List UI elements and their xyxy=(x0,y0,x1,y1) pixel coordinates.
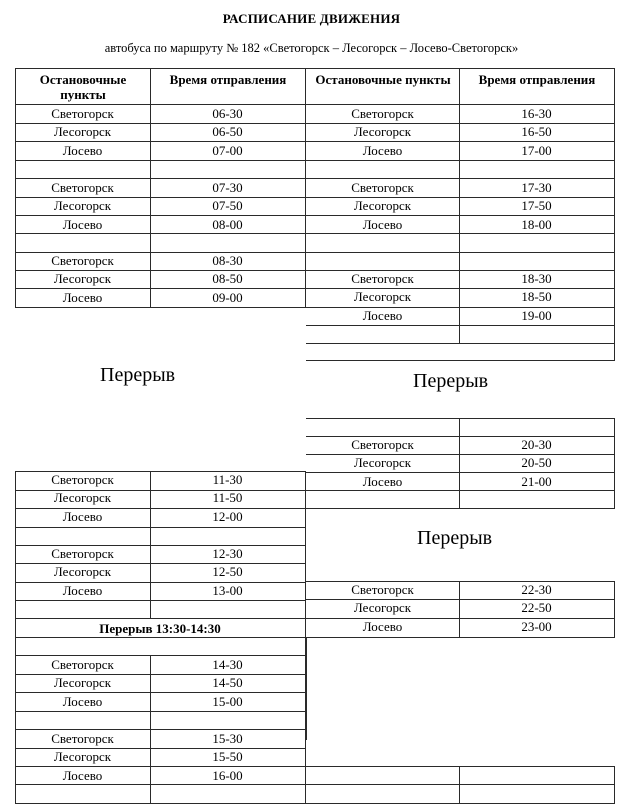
right-time-cell: 23-00 xyxy=(521,618,552,634)
right-stop-cell: Лосево xyxy=(362,142,403,158)
left-stop-cell: Лесогорск xyxy=(53,198,112,214)
column-rule xyxy=(614,418,615,508)
row-rule xyxy=(15,68,306,69)
row-rule xyxy=(306,160,615,161)
left-stop-cell: Светогорск xyxy=(51,472,114,487)
right-time-cell: 17-30 xyxy=(521,180,552,195)
row-rule xyxy=(15,618,306,619)
left-stop-cell: Светогорск xyxy=(51,546,114,561)
right-stop-cell: Лосево xyxy=(362,307,403,323)
row-rule xyxy=(306,68,615,69)
row-rule xyxy=(306,325,615,326)
left-header-stop: Остановочные пункты xyxy=(39,72,127,102)
row-rule xyxy=(306,766,615,767)
right-time-cell: 20-30 xyxy=(521,437,552,452)
left-stop-cell: Лосево xyxy=(62,508,103,524)
right-stop-cell: Лосево xyxy=(362,216,403,232)
left-time-cell: 15-00 xyxy=(212,693,243,709)
left-time-cell: 06-30 xyxy=(212,106,243,121)
row-rule xyxy=(306,343,615,344)
row-rule xyxy=(15,307,306,308)
right-stop-cell: Лесогорск xyxy=(353,455,412,471)
right-break-label-2: Перерыв xyxy=(417,527,493,549)
left-stop-cell: Светогорск xyxy=(51,180,114,195)
column-rule xyxy=(306,637,307,740)
right-stop-cell: Лесогорск xyxy=(353,289,412,305)
right-time-cell: 17-50 xyxy=(521,198,552,214)
left-time-cell: 12-00 xyxy=(212,508,243,524)
row-rule xyxy=(15,803,306,804)
right-stop-cell: Светогорск xyxy=(351,582,414,597)
right-time-cell: 22-30 xyxy=(521,582,552,597)
left-stop-cell: Лосево xyxy=(62,582,103,598)
right-stop-cell: Лесогорск xyxy=(353,600,412,616)
left-time-cell: 08-30 xyxy=(212,253,243,268)
left-time-cell: 12-50 xyxy=(212,564,243,580)
left-stop-cell: Лесогорск xyxy=(53,490,112,506)
column-rule xyxy=(459,766,460,803)
right-time-cell: 16-50 xyxy=(521,124,552,140)
left-stop-cell: Лосево xyxy=(62,693,103,709)
left-stop-cell: Лосево xyxy=(62,289,103,305)
right-time-cell: 20-50 xyxy=(521,455,552,471)
row-rule xyxy=(15,527,306,528)
left-break-label: Перерыв xyxy=(100,364,176,386)
left-stop-cell: Светогорск xyxy=(51,106,114,121)
right-time-cell: 18-50 xyxy=(521,289,552,305)
left-time-cell: 06-50 xyxy=(212,124,243,140)
right-stop-cell: Светогорск xyxy=(351,106,414,121)
left-header-time: Время отправления xyxy=(169,72,287,87)
column-rule xyxy=(614,68,615,360)
right-time-cell: 22-50 xyxy=(521,600,552,616)
right-time-cell: 17-00 xyxy=(521,142,552,158)
right-stop-cell: Светогорск xyxy=(351,437,414,452)
left-stop-cell: Светогорск xyxy=(51,253,114,268)
left-stop-cell: Лосево xyxy=(62,767,103,783)
right-time-cell: 18-30 xyxy=(521,271,552,286)
right-stop-cell: Лосево xyxy=(362,618,403,634)
left-stop-cell: Лесогорск xyxy=(53,564,112,580)
row-rule xyxy=(306,360,615,361)
row-rule xyxy=(306,252,615,253)
left-time-cell: 13-00 xyxy=(212,582,243,598)
row-rule xyxy=(15,600,306,601)
left-time-cell: 15-50 xyxy=(212,749,243,765)
right-stop-cell: Светогорск xyxy=(351,271,414,286)
left-time-cell: 07-00 xyxy=(212,142,243,158)
left-time-cell: 15-30 xyxy=(212,731,243,746)
right-header-stop: Остановочные пункты xyxy=(315,72,451,87)
left-time-cell: 14-50 xyxy=(212,675,243,691)
left-stop-cell: Лосево xyxy=(62,142,103,158)
right-stop-cell: Лосево xyxy=(362,473,403,489)
route-subtitle: автобуса по маршруту № 182 «Светогорск – Лесогорск – Лосево-Светогорск» xyxy=(104,41,519,55)
right-header-time: Время отправления xyxy=(478,72,596,87)
left-stop-cell: Светогорск xyxy=(51,657,114,672)
left-stop-cell: Лесогорск xyxy=(53,271,112,287)
document-title: РАСПИСАНИЕ ДВИЖЕНИЯ xyxy=(222,11,401,26)
right-time-cell: 21-00 xyxy=(521,473,552,489)
right-time-cell: 19-00 xyxy=(521,307,552,323)
left-stop-cell: Светогорск xyxy=(51,731,114,746)
row-rule xyxy=(306,637,615,638)
left-stop-cell: Лесогорск xyxy=(53,124,112,140)
left-time-cell: 12-30 xyxy=(212,546,243,561)
right-stop-cell: Лесогорск xyxy=(353,198,412,214)
left-time-cell: 08-50 xyxy=(212,271,243,287)
left-time-cell: 07-30 xyxy=(212,180,243,195)
left-time-cell: 08-00 xyxy=(212,216,243,232)
row-rule xyxy=(15,711,306,712)
left-stop-cell: Лесогорск xyxy=(53,749,112,765)
lunch-break-label: Перерыв 13:30-14:30 xyxy=(99,621,221,636)
right-stop-cell: Лесогорск xyxy=(353,124,412,140)
left-stop-cell: Лесогорск xyxy=(53,675,112,691)
column-rule xyxy=(614,581,615,637)
right-time-cell: 16-30 xyxy=(521,106,552,121)
right-break-label-1: Перерыв xyxy=(413,370,489,392)
row-rule xyxy=(15,160,306,161)
row-rule xyxy=(306,508,615,509)
left-time-cell: 07-50 xyxy=(212,198,243,214)
right-stop-cell: Светогорск xyxy=(351,180,414,195)
column-rule xyxy=(614,766,615,803)
row-rule xyxy=(306,784,615,785)
left-time-cell: 09-00 xyxy=(212,289,243,305)
left-time-cell: 14-30 xyxy=(212,657,243,672)
row-rule xyxy=(306,418,615,419)
left-time-cell: 11-50 xyxy=(212,490,243,506)
left-stop-cell: Лосево xyxy=(62,216,103,232)
left-time-cell: 16-00 xyxy=(212,767,243,783)
row-rule xyxy=(306,803,615,804)
left-time-cell: 11-30 xyxy=(212,472,243,487)
right-time-cell: 18-00 xyxy=(521,216,552,232)
